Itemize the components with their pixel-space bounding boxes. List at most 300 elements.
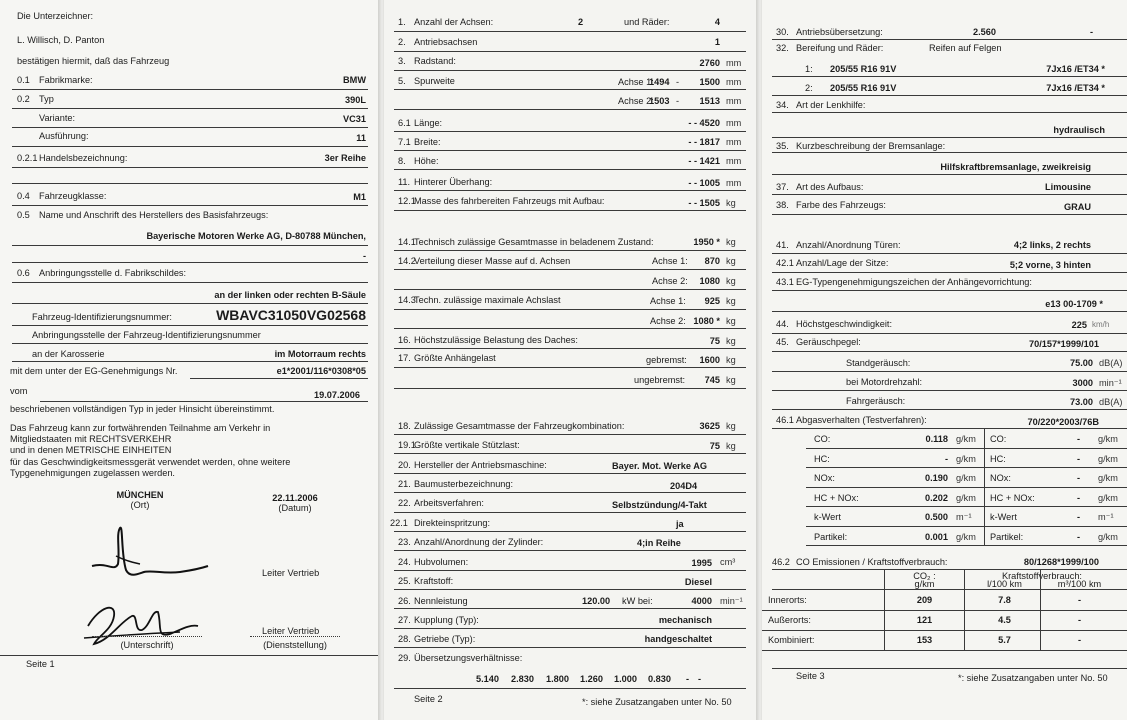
row-label: Variante: <box>39 113 76 123</box>
divider <box>772 351 1127 352</box>
divider <box>394 531 746 532</box>
row-num: 22. <box>398 498 411 508</box>
divider <box>190 378 368 379</box>
row-value: 75 <box>709 336 720 346</box>
row-label: Abgasverhalten (Testverfahren): <box>796 415 927 425</box>
db-unit: dB(A) <box>1099 358 1123 368</box>
row-unit: kg <box>726 355 736 365</box>
divider <box>772 174 1127 175</box>
row-label: Hubvolumen: <box>414 557 469 567</box>
divider <box>772 569 1127 570</box>
row-value: 204D4 <box>670 481 698 491</box>
drive-value: 73.00 <box>1070 397 1093 407</box>
row-value: 3er Reihe <box>324 153 366 163</box>
divider <box>12 361 368 362</box>
emission-value-2: - <box>1076 473 1080 483</box>
row-value: 11 <box>356 133 366 143</box>
stand-label: Standgeräusch: <box>846 358 911 368</box>
braked-label: gebremst: <box>646 355 687 365</box>
row-value: - - 4520 <box>688 118 720 128</box>
emission-unit-2: m⁻¹ <box>1098 512 1114 522</box>
divider <box>772 668 1127 669</box>
divider <box>762 630 1127 631</box>
row-value: - - 1005 <box>688 178 720 188</box>
drive-label: Fahrgeräusch: <box>846 396 906 406</box>
divider <box>12 303 368 304</box>
row-value: 75 <box>709 441 720 451</box>
tyre-size: 205/55 R16 91V <box>830 64 897 74</box>
divider <box>806 487 1127 488</box>
divider <box>394 89 746 90</box>
divider <box>772 371 1127 372</box>
row-num: 11. <box>398 177 411 187</box>
row-value: 1 <box>714 37 720 47</box>
divider <box>394 453 746 454</box>
emission-value: 0.190 <box>925 473 948 483</box>
page-1 <box>0 0 378 720</box>
row-num: 5. <box>398 76 406 86</box>
row-label: Nennleistung <box>414 596 468 606</box>
tyre-index: 1: <box>805 64 813 74</box>
confirm-text: bestätigen hiermit, daß das Fahrzeug <box>17 56 170 66</box>
approval-value: e1*2001/116*0308*05 <box>276 366 366 376</box>
row-value: 1995 <box>691 558 712 568</box>
signature-1 <box>90 520 220 590</box>
row-value: Selbstzündung/4-Takt <box>612 500 707 510</box>
emission-unit: g/km <box>956 434 976 444</box>
ratio-value: - <box>686 674 690 684</box>
row-num: 42.1 <box>776 258 794 268</box>
ratio-value: 2.830 <box>511 674 534 684</box>
row-label: Zulässige Gesamtmasse der Fahrzeugkombination: <box>414 421 625 431</box>
row-unit: kg <box>726 256 736 266</box>
row-label: Radstand: <box>414 56 456 66</box>
vom-label: vom <box>10 386 28 396</box>
manufacturer-dash: - <box>362 251 366 261</box>
fuel-header: Kraftstoffverbrauch: <box>1001 571 1082 581</box>
wheels-label: und Räder: <box>624 17 670 27</box>
row-label: Übersetzungsverhältnisse: <box>414 653 523 663</box>
divider <box>772 333 1127 334</box>
row-value: Hilfskraftbremsanlage, zweikreisig <box>940 162 1091 172</box>
row-num: 37. <box>776 182 789 192</box>
ratio-value: 5.140 <box>476 674 499 684</box>
co2-value: 121 <box>916 615 933 625</box>
axle-2-value: 1080 * <box>693 316 720 326</box>
row-value: 4;in Reihe <box>637 538 681 548</box>
co2-value: 153 <box>916 635 933 645</box>
row-label: Höchstzulässige Belastung des Daches: <box>414 335 578 345</box>
divider <box>772 194 1127 195</box>
track-1-to: 1500 <box>699 77 720 87</box>
row-num: 1. <box>398 17 406 27</box>
emission-unit-2: g/km <box>1098 531 1118 542</box>
date-sub: (Datum) <box>278 503 312 513</box>
divider <box>394 190 746 191</box>
column-divider <box>984 428 985 545</box>
page-footer: Seite 2 <box>414 694 443 704</box>
emission-unit-2: g/km <box>1098 434 1118 444</box>
row-unit: kg <box>726 441 736 451</box>
row-num: 46.2 <box>772 557 790 567</box>
row-num: 14.2 <box>398 256 416 266</box>
axle-2-label: Achse 2: <box>618 96 654 106</box>
row-label: Verteilung dieser Masse auf d. Achsen <box>414 256 571 266</box>
row-unit: kg <box>726 316 736 326</box>
row-num: 18. <box>398 421 411 431</box>
emission-name: NOx: <box>814 473 835 483</box>
divider <box>772 95 1127 96</box>
described-text: beschriebenen vollständigen Typ in jeder Hinsicht übereinstimmt. <box>10 404 275 414</box>
vin-position-sub: an der Karosserie <box>32 349 105 359</box>
row-num: 25. <box>398 576 411 586</box>
emission-unit: m⁻¹ <box>956 512 972 522</box>
row-value: e13 00-1709 * <box>1045 299 1103 309</box>
row-label: Arbeitsverfahren: <box>414 498 484 508</box>
divider <box>394 388 746 389</box>
divider <box>12 262 368 263</box>
ratio-value: 1.800 <box>546 674 569 684</box>
row-unit: kg <box>726 198 736 208</box>
emission-unit: g/km <box>956 531 976 542</box>
column-divider <box>884 570 885 650</box>
emission-name-2: Partikel: <box>990 531 1024 542</box>
divider <box>394 348 746 349</box>
place-value: MÜNCHEN <box>116 490 164 500</box>
plate-num: 0.6 <box>17 268 30 278</box>
tyre-size: 205/55 R16 91V <box>830 83 897 93</box>
row-value: - - 1817 <box>688 137 720 147</box>
power-value: 120.00 <box>582 596 611 606</box>
db-unit: dB(A) <box>1099 397 1123 407</box>
divider <box>394 51 746 52</box>
row-value: mechanisch <box>658 615 712 625</box>
row-num: 19.1 <box>398 440 416 450</box>
row-num: 44. <box>776 319 789 329</box>
row-num: 41. <box>776 240 789 250</box>
emission-name: CO: <box>814 434 831 444</box>
emission-value-2: - <box>1076 512 1080 522</box>
divider <box>806 545 1127 546</box>
divider <box>394 131 746 132</box>
row-num: 43.1 <box>776 277 794 287</box>
vom-date: 19.07.2006 <box>314 390 360 400</box>
row-label: Kraftstoff: <box>414 576 454 586</box>
ratio-value: 1.000 <box>614 674 637 684</box>
track-1-from: 1494 <box>649 77 670 87</box>
row-label: Farbe des Fahrzeugs: <box>796 200 886 210</box>
row-unit: kg <box>726 375 736 385</box>
divider <box>772 428 1127 429</box>
row-unit: mm <box>726 156 742 166</box>
divider <box>806 467 1127 468</box>
vin-value: WBAVC31050VG02568 <box>216 307 366 323</box>
row-value: - - 1505 <box>688 198 720 208</box>
emission-name-2: CO: <box>990 434 1007 444</box>
row-num: 0.4 <box>17 191 30 201</box>
rpm-unit: min⁻¹ <box>1099 378 1122 388</box>
row-unit: mm <box>726 118 742 128</box>
divider <box>394 512 746 513</box>
row-value: M1 <box>353 192 366 202</box>
row-label: Antriebsübersetzung: <box>796 27 883 37</box>
emission-name: HC: <box>814 453 830 464</box>
row-label: Anzahl/Anordnung der Zylinder: <box>414 537 544 547</box>
row-label: Anzahl/Anordnung Türen: <box>796 240 901 250</box>
row-label: Handelsbezeichnung: <box>39 153 128 163</box>
divider <box>772 137 1127 138</box>
row-unit: kg <box>726 276 736 286</box>
row-num: 8. <box>398 156 406 166</box>
divider <box>772 290 1127 291</box>
axle-1-label: Achse 1: <box>650 296 686 306</box>
row-label: Geräuschpegel: <box>796 337 861 347</box>
row-num: 38. <box>776 200 789 210</box>
emission-name-2: k-Wert <box>990 512 1017 522</box>
row-unit: mm <box>726 77 742 87</box>
emission-name: Partikel: <box>814 531 848 542</box>
divider <box>772 409 1127 410</box>
row-value: 2760 <box>699 58 720 68</box>
rpm-value: 3000 <box>1072 378 1093 388</box>
manufacturer-label: Name und Anschrift des Herstellers des Basisfahrzeugs: <box>39 210 269 220</box>
row-unit: cm³ <box>720 557 736 567</box>
rim-size: 7Jx16 /ET34 * <box>1046 83 1105 93</box>
rim-size: 7Jx16 /ET34 * <box>1046 64 1105 74</box>
divider <box>806 448 1127 449</box>
divider <box>394 250 746 251</box>
rpm-label: bei Motordrehzahl: <box>846 377 923 387</box>
divider <box>394 688 746 689</box>
rpm-value: 4000 <box>691 596 712 606</box>
row-num: 2. <box>398 37 406 47</box>
divider <box>772 112 1127 113</box>
divider <box>12 343 368 344</box>
role-line <box>250 636 340 637</box>
axle-1-value: 925 <box>704 296 720 306</box>
row-num: 3. <box>398 56 406 66</box>
divider <box>12 146 368 147</box>
row-label: Ausführung: <box>39 131 89 141</box>
row-unit: kg <box>726 421 736 431</box>
para-line: für das Geschwindigkeitsmessgerät verwendet werden, ohne weitere <box>10 457 291 467</box>
stand-value: 75.00 <box>1070 358 1093 368</box>
row-label: Antriebsachsen <box>414 37 478 47</box>
divider <box>12 245 368 246</box>
manufacturer-num: 0.5 <box>17 210 30 220</box>
divider <box>772 589 1127 590</box>
row-label: Spurweite <box>414 76 455 86</box>
row-label: Baumusterbezeichnung: <box>414 479 514 489</box>
row-value: 1950 * <box>693 237 720 247</box>
plate-label: Anbringungsstelle d. Fabrikschildes: <box>39 268 187 278</box>
row-label: Direkteinspritzung: <box>414 518 491 528</box>
divider <box>772 272 1127 273</box>
row-value: 2.560 <box>973 27 996 37</box>
row-num: 14.1 <box>398 237 416 247</box>
track-2-from: 1503 <box>649 96 670 106</box>
emission-name: k-Wert <box>814 512 841 522</box>
divider <box>806 526 1127 527</box>
row-label: Breite: <box>414 137 441 147</box>
unbraked-label: ungebremst: <box>634 375 686 385</box>
vin-label: Fahrzeug-Identifizierungsnummer: <box>32 312 172 322</box>
divider <box>806 506 1127 507</box>
emission-name: HC + NOx: <box>814 492 859 503</box>
row-num: 26. <box>398 596 411 606</box>
row-label: Technisch zulässige Gesamtmasse in beladenem Zustand: <box>414 237 654 247</box>
row-value: 3625 <box>699 421 720 431</box>
row-num: 29. <box>398 653 411 663</box>
co2-value: 209 <box>916 595 933 605</box>
divider <box>12 108 368 109</box>
row-num: 24. <box>398 557 411 567</box>
row-unit: mm <box>726 137 742 147</box>
row-num: 0.2 <box>17 94 30 104</box>
consumption-label: Innerorts: <box>768 595 807 605</box>
role-sub: (Dienststellung) <box>263 640 327 650</box>
emission-unit-2: g/km <box>1098 473 1118 483</box>
vin-position-value: im Motorraum rechts <box>274 349 366 359</box>
row-num: 14.3 <box>398 295 416 305</box>
fuel-l-header: l/100 km <box>987 579 1022 589</box>
divider <box>394 269 746 270</box>
divider <box>394 434 746 435</box>
intro-text: Die Unterzeichner: <box>17 11 94 21</box>
divider <box>12 282 368 283</box>
page-2 <box>384 0 756 720</box>
fuel-m3-value: - <box>1077 635 1082 645</box>
row-label: Fabrikmarke: <box>39 75 93 85</box>
row-num: 17. <box>398 353 411 363</box>
row-num: 34. <box>776 100 789 110</box>
row-label: Größte vertikale Stützlast: <box>414 440 520 450</box>
row-num: 32. <box>776 43 789 53</box>
axle-2-label: Achse 2: <box>650 316 686 326</box>
axles-value: 2 <box>578 17 584 27</box>
divider <box>12 167 368 168</box>
row-num: 27. <box>398 615 411 625</box>
divider <box>394 210 746 211</box>
emission-name-2: HC: <box>990 453 1006 464</box>
page-footer: Seite 3 <box>796 671 825 681</box>
emission-name-2: NOx: <box>990 473 1011 483</box>
divider <box>772 39 1127 40</box>
row-unit: km/h <box>1092 320 1110 329</box>
fuel-l-value: 4.5 <box>998 615 1011 625</box>
row-num: 7.1 <box>398 137 411 147</box>
row-label: Hinterer Überhang: <box>414 177 493 187</box>
role-1: Leiter Vertrieb <box>262 568 320 578</box>
co2-header: CO₂ : <box>913 571 936 581</box>
emission-value-2: - <box>1076 453 1080 464</box>
divider <box>12 205 368 206</box>
row-num: 21. <box>398 479 411 489</box>
divider <box>394 647 746 648</box>
emission-value: 0.500 <box>925 512 948 522</box>
row-value: Bayer. Mot. Werke AG <box>612 461 707 471</box>
fuel-m3-header: m³/100 km <box>1057 579 1102 589</box>
row-value: - - 1421 <box>688 156 720 166</box>
row-value: Limousine <box>1045 182 1091 192</box>
divider <box>762 650 1127 651</box>
signers-text: L. Willisch, D. Panton <box>17 35 105 45</box>
emission-value-2: - <box>1076 492 1080 503</box>
row-value: handgeschaltet <box>644 634 712 644</box>
divider <box>394 109 746 110</box>
row-label: Kupplung (Typ): <box>414 615 479 625</box>
divider <box>762 610 1127 611</box>
divider <box>772 152 1127 153</box>
emission-unit: g/km <box>956 473 976 483</box>
row-value: 4;2 links, 2 rechts <box>1013 240 1091 250</box>
ratio-value: 1.260 <box>580 674 603 684</box>
row-num: 12.1 <box>398 196 416 206</box>
axle-1-label: Achse 1: <box>652 256 688 266</box>
emission-unit: g/km <box>956 453 976 464</box>
signature-sub: (Unterschrift) <box>120 640 174 650</box>
emission-value: 0.202 <box>925 492 948 503</box>
divider <box>394 309 746 310</box>
row-value: 70/157*1999/101 <box>1029 339 1099 349</box>
place-sub: (Ort) <box>130 500 150 510</box>
divider <box>394 367 746 368</box>
track-sep: - <box>676 96 680 106</box>
row-value: BMW <box>343 75 366 85</box>
row-label: Masse des fahrbereiten Fahrzeugs mit Aufbau: <box>414 196 605 206</box>
row-label: Getriebe (Typ): <box>414 634 476 644</box>
track-sep: - <box>676 77 680 87</box>
row-value: GRAU <box>1063 202 1091 212</box>
divider <box>772 253 1127 254</box>
row-num: 16. <box>398 335 411 345</box>
divider <box>394 31 746 32</box>
axle-2-value: 1080 <box>699 276 720 286</box>
divider <box>394 589 746 590</box>
row-label: Höchstgeschwindigkeit: <box>796 319 893 329</box>
divider <box>12 325 368 326</box>
divider <box>394 492 746 493</box>
co2-unit-header: g/km <box>914 579 935 589</box>
row-label: Länge: <box>414 118 443 128</box>
row-unit: mm <box>726 96 742 106</box>
row-value: hydraulisch <box>1053 125 1105 135</box>
row-value: Diesel <box>684 577 712 587</box>
row-label: Bereifung und Räder: <box>796 43 884 53</box>
divider <box>394 289 746 290</box>
row-unit: kg <box>726 237 736 247</box>
emission-value-2: - <box>1076 531 1080 542</box>
divider <box>394 550 746 551</box>
para-line: Das Fahrzeug kann zur fortwährenden Teilnahme am Verkehr in <box>10 423 271 433</box>
emission-value: - <box>944 453 948 464</box>
divider <box>772 76 1127 77</box>
row-value: 70/220*2003/76B <box>1027 417 1099 427</box>
vin-position-label: Anbringungsstelle der Fahrzeug-Identifizierungsnummer <box>32 330 261 340</box>
unbraked-value: 745 <box>704 375 720 385</box>
power-unit: kW bei: <box>622 596 653 606</box>
row-num: 28. <box>398 634 411 644</box>
row-value: 5;2 vorne, 3 hinten <box>1009 260 1091 270</box>
axle-2-label: Achse 2: <box>652 276 688 286</box>
fuel-l-value: 5.7 <box>998 635 1011 645</box>
fuel-m3-value: - <box>1077 595 1082 605</box>
axle-1-value: 870 <box>704 256 720 266</box>
ratio-value: - <box>698 674 702 684</box>
approval-label: mit dem unter der EG-Genehmigungs Nr. <box>10 366 178 376</box>
divider <box>12 183 368 184</box>
row-label: EG-Typengenehmigungszeichen der Anhängevorrichtung: <box>796 277 1032 287</box>
